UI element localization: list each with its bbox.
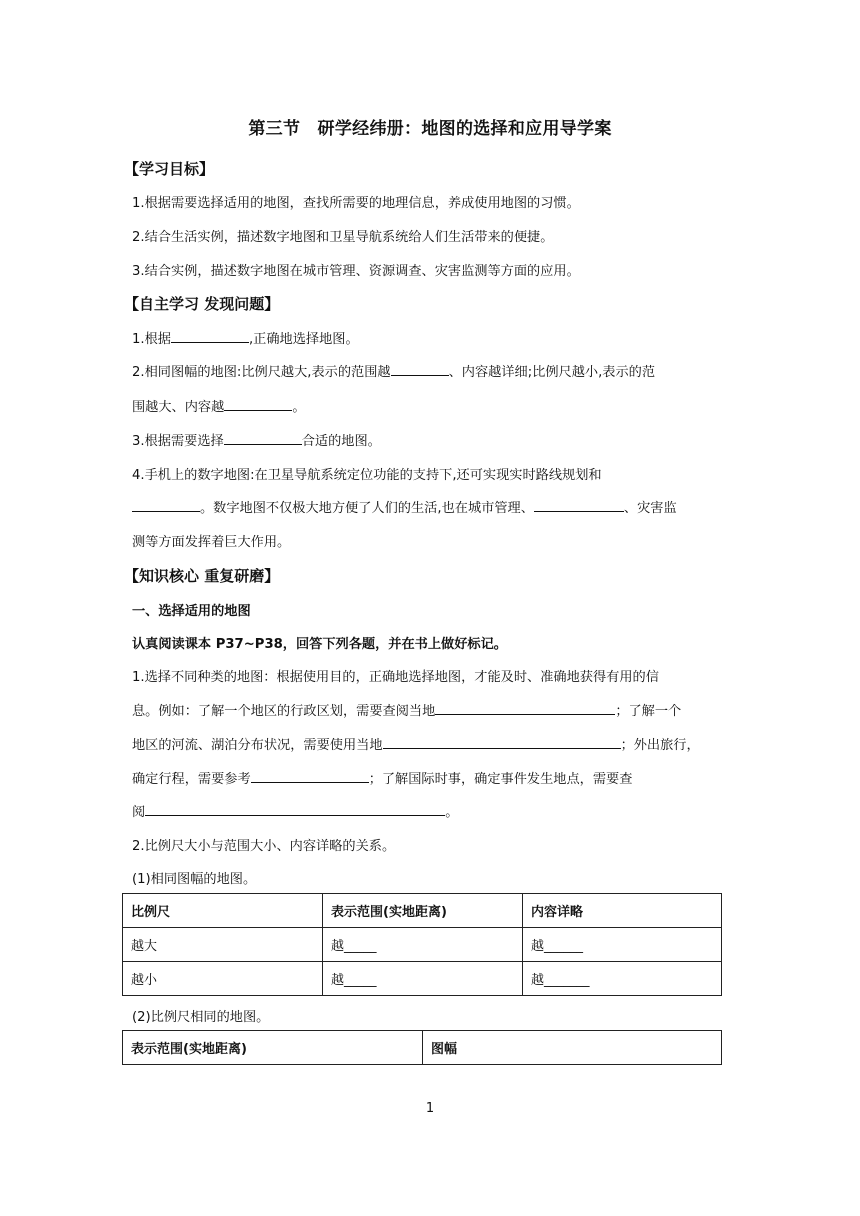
q2-text-d: 。	[292, 400, 306, 415]
table-header-row	[123, 894, 722, 928]
self-study-q4-line3: 测等方面发挥着巨大作用。	[132, 535, 291, 550]
q1-text-a: 1.根据	[132, 332, 171, 347]
q4-text-c: 、灾害监	[623, 501, 677, 516]
table-cell: 越大	[123, 928, 323, 962]
q2-text-a: 2.相同图幅的地图:比例尺越大,表示的范围越	[132, 365, 391, 380]
answer-blank[interactable]	[534, 497, 624, 512]
goal-1: 1.根据需要选择适用的地图，查找所需要的地理信息，养成使用地图的习惯。	[132, 196, 580, 211]
section-goals: 【学习目标】	[124, 160, 215, 178]
section-self-study: 【自主学习 发现问题】	[124, 295, 280, 313]
self-study-q4-line1: 4.手机上的数字地图:在卫星导航系统定位功能的支持下,还可实现实时路线规划和	[132, 468, 602, 483]
q2-text-c: 围越大、内容越	[132, 400, 225, 415]
q3-text-a: 3.根据需要选择	[132, 434, 224, 449]
answer-blank[interactable]	[132, 497, 200, 512]
table-header-row	[123, 1031, 722, 1065]
table-header-cell: 图幅	[423, 1031, 722, 1065]
answer-blank[interactable]	[251, 768, 369, 783]
goal-2: 2.结合生活实例，描述数字地图和卫星导航系统给人们生活带来的便捷。	[132, 230, 554, 245]
self-study-q2-line2	[132, 396, 306, 415]
table-row	[123, 962, 722, 996]
answer-blank[interactable]	[224, 430, 302, 445]
q1-text-b: ,正确地选择地图。	[248, 332, 359, 347]
core-p1-line3	[132, 734, 700, 753]
table-cell[interactable]: 越_____	[323, 962, 523, 996]
self-study-q4-line2	[132, 497, 677, 516]
core-p2: 2.比例尺大小与范围大小、内容详略的关系。	[132, 839, 396, 854]
core-p1-line4	[132, 768, 632, 787]
q4-text-b: 。数字地图不仅极大地方便了人们的生活,也在城市管理、	[200, 501, 534, 516]
p1-l2-text-b: ；了解一个	[615, 704, 682, 719]
p1-l5-text-b: 。	[445, 805, 459, 820]
table-cell[interactable]: 越_______	[523, 962, 722, 996]
table-header-cell: 内容详略	[523, 894, 722, 928]
p1-l3-text-b: ；外出旅行，	[620, 738, 700, 753]
answer-blank[interactable]	[391, 361, 449, 376]
p1-l4-text-b: ；了解国际时事，确定事件发生地点，需要查	[368, 772, 633, 787]
page-number: 1	[425, 1101, 435, 1116]
self-study-q1	[132, 328, 359, 347]
q2-text-b: 、内容越详细;比例尺越小,表示的范	[448, 365, 656, 380]
table-cell[interactable]: 越______	[523, 928, 722, 962]
answer-blank[interactable]	[145, 801, 445, 816]
self-study-q3	[132, 430, 381, 449]
table-header-cell: 表示范围(实地距离)	[123, 1031, 423, 1065]
table-header-cell: 比例尺	[123, 894, 323, 928]
p1-l5-text-a: 阅	[132, 805, 146, 820]
p1-l2-text-a: 息。例如：了解一个地区的行政区划，需要查阅当地	[132, 704, 436, 719]
goal-3: 3.结合实例，描述数字地图在城市管理、资源调查、灾害监测等方面的应用。	[132, 264, 580, 279]
table2-caption: (2)比例尺相同的地图。	[132, 1010, 270, 1025]
p1-l3-text-a: 地区的河流、湖泊分布状况，需要使用当地	[132, 738, 383, 753]
section-core: 【知识核心 重复研磨】	[124, 567, 280, 585]
core-p1-line1: 1.选择不同种类的地图：根据使用目的，正确地选择地图，才能及时、准确地获得有用的信	[132, 670, 659, 685]
core-subheading: 一、选择适用的地图	[132, 604, 251, 619]
table-cell[interactable]: 越_____	[323, 928, 523, 962]
page-title: 第三节 研学经纬册：地图的选择和应用导学案	[248, 119, 612, 139]
core-p1-line5	[132, 801, 458, 820]
table1-caption: (1)相同图幅的地图。	[132, 872, 257, 887]
p1-l4-text-a: 确定行程，需要参考	[132, 772, 251, 787]
table-header-cell: 表示范围(实地距离)	[323, 894, 523, 928]
q3-text-b: 合适的地图。	[301, 434, 381, 449]
table-row	[123, 928, 722, 962]
answer-blank[interactable]	[435, 700, 615, 715]
core-instruction: 认真阅读课本 P37~P38，回答下列各题，并在书上做好标记。	[132, 637, 507, 652]
table-same-size	[122, 893, 722, 996]
answer-blank[interactable]	[383, 734, 621, 749]
core-p1-line2	[132, 700, 681, 719]
table-same-scale	[122, 1030, 722, 1065]
table-cell: 越小	[123, 962, 323, 996]
answer-blank[interactable]	[224, 396, 292, 411]
self-study-q2-line1	[132, 361, 655, 380]
answer-blank[interactable]	[171, 328, 249, 343]
